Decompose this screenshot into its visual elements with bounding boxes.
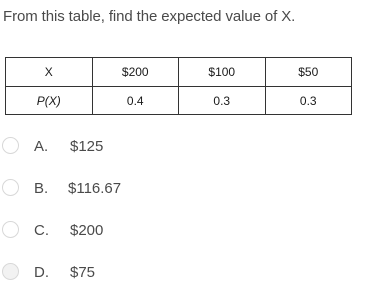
option-letter-b: B.: [34, 180, 49, 197]
option-value-d: $75: [70, 264, 96, 281]
px-label: P(X): [36, 93, 61, 108]
answer-option-c[interactable]: [0, 219, 360, 243]
table-cell-value: $50: [265, 58, 352, 87]
radio-button-b[interactable]: [2, 179, 19, 196]
option-value-a: $125: [70, 138, 104, 155]
table-cell-value: $200: [92, 58, 179, 87]
table-row-values: [6, 58, 352, 87]
table-cell-value: $100: [179, 58, 266, 87]
radio-button-d[interactable]: [2, 263, 19, 280]
radio-button-c[interactable]: [2, 221, 19, 238]
option-letter-c: C.: [34, 222, 49, 239]
radio-button-a[interactable]: [2, 137, 19, 154]
answer-option-a[interactable]: [0, 135, 360, 159]
option-letter-a: A.: [34, 138, 49, 155]
probability-table: [5, 57, 352, 115]
option-value-b: $116.67: [68, 180, 122, 197]
answer-option-d[interactable]: [0, 261, 360, 285]
option-letter-d: D.: [34, 264, 49, 281]
table-row-probabilities: [6, 87, 352, 115]
table-cell-probability: 0.3: [179, 87, 266, 115]
table-cell-probability: 0.3: [265, 87, 352, 115]
question-text: From this table, find the expected value of X.: [3, 8, 296, 25]
option-value-c: $200: [70, 222, 104, 239]
table-cell-probability: 0.4: [92, 87, 179, 115]
answer-option-b[interactable]: [0, 177, 360, 201]
table-cell-px-header: [6, 87, 93, 115]
table-cell-x-header: X: [6, 58, 93, 87]
